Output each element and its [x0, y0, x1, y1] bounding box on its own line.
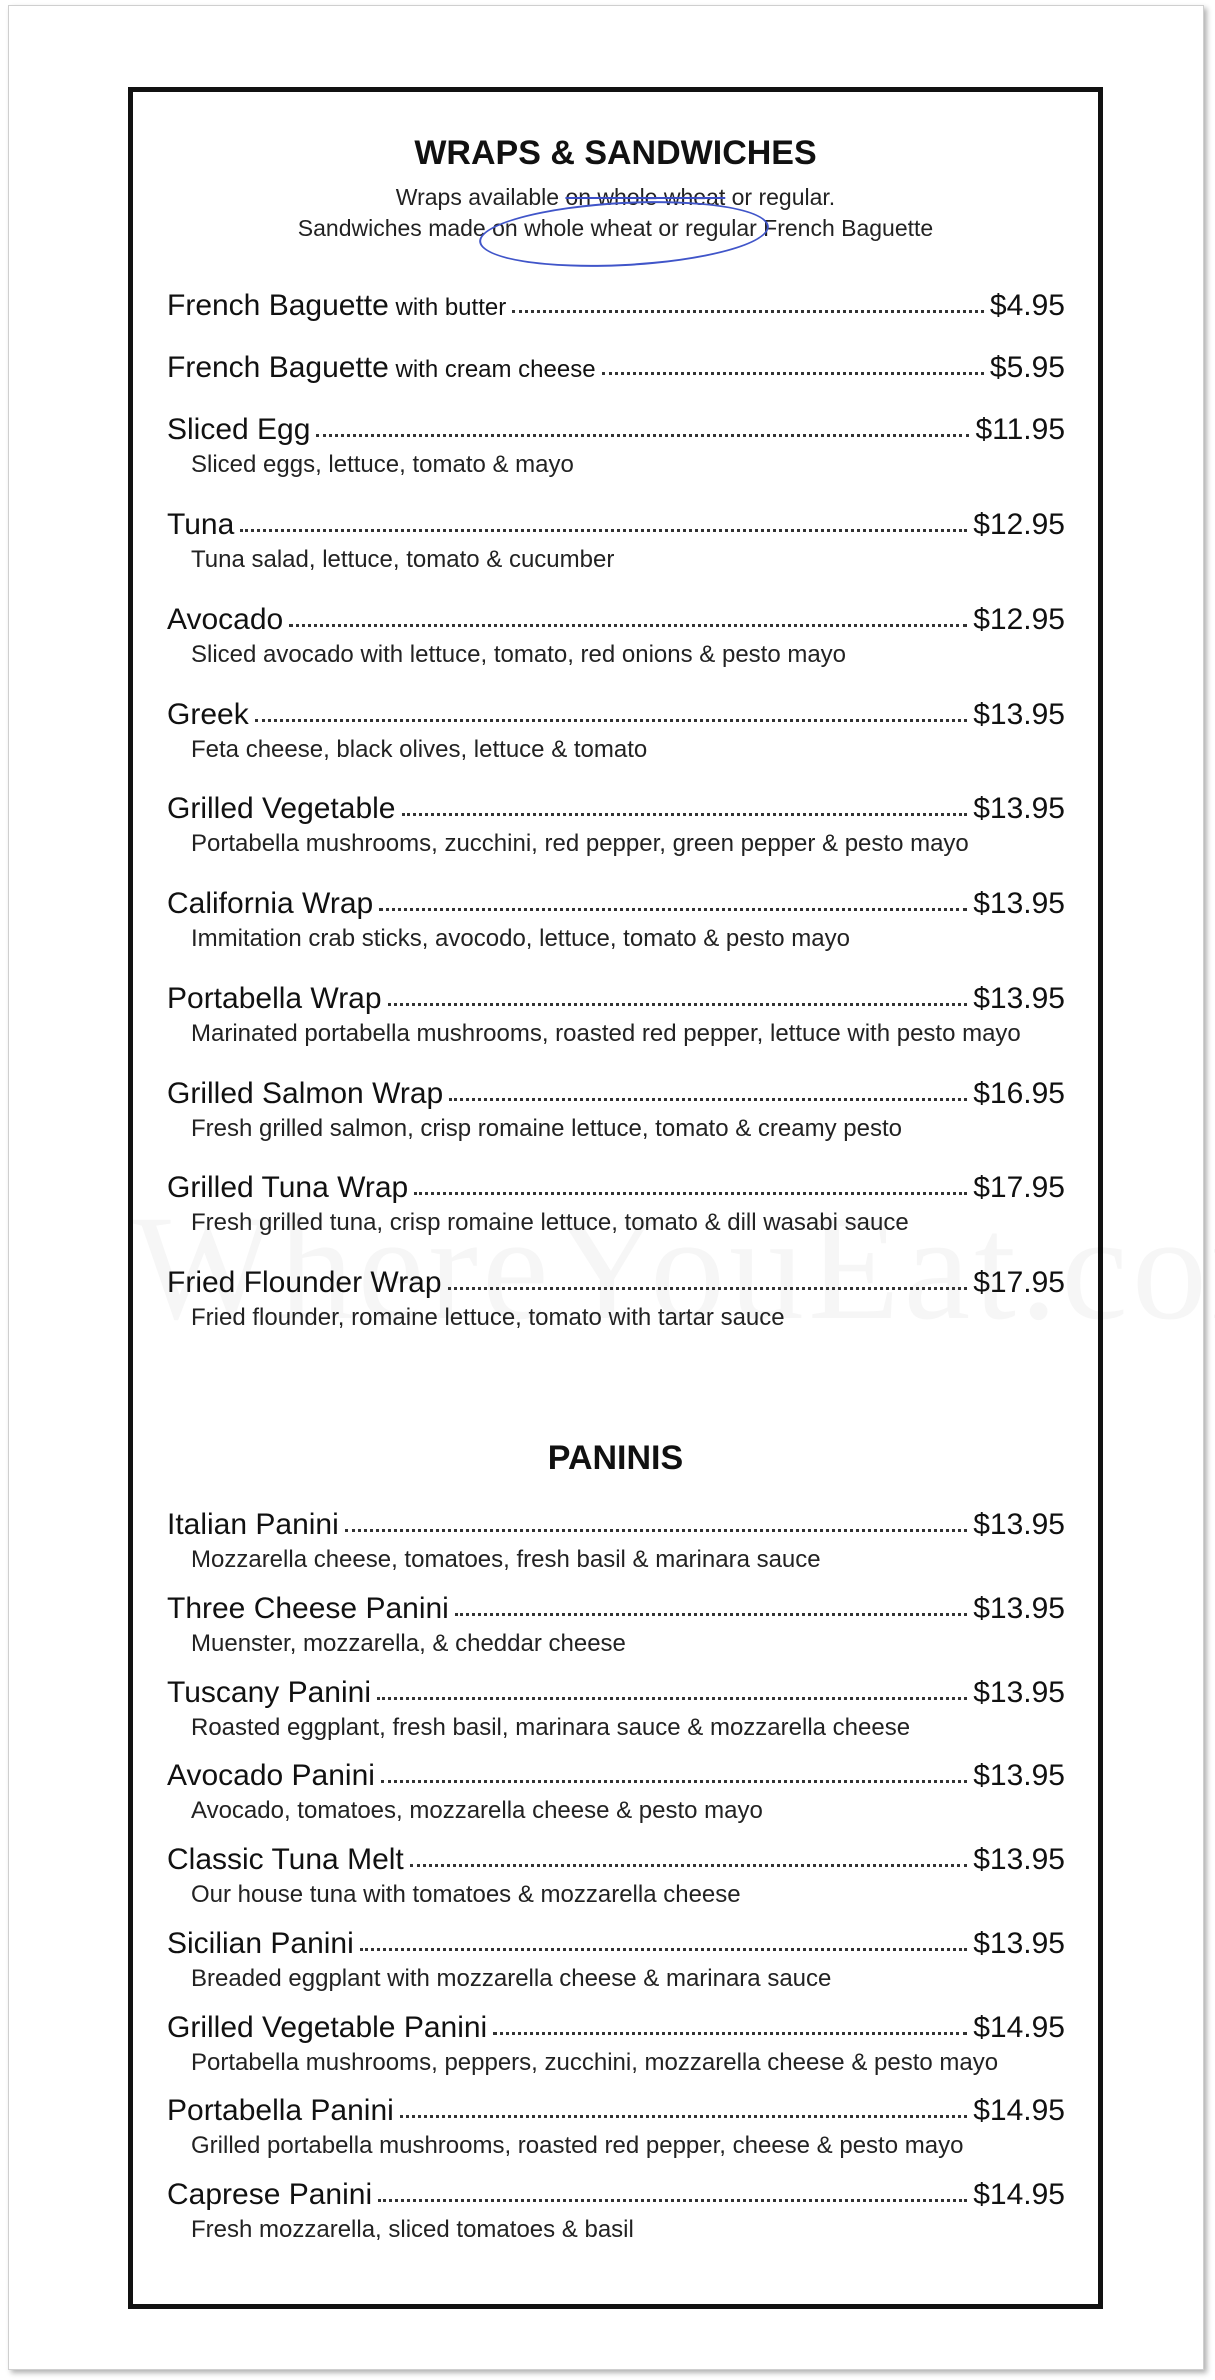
- menu-item: [167, 508, 1065, 574]
- item-name: Portabella Panini: [167, 2094, 394, 2127]
- menu-item: [167, 792, 1065, 858]
- item-description: Avocado, tomatoes, mozzarella cheese & pesto mayo: [191, 1797, 763, 1824]
- item-description: Fresh grilled salmon, crisp romaine lettuce, tomato & creamy pesto: [191, 1115, 902, 1142]
- item-description: Portabella mushrooms, zucchini, red pepper, green pepper & pesto mayo: [191, 830, 969, 857]
- item-name: French Baguette: [167, 351, 389, 384]
- item-name: Caprese Panini: [167, 2178, 373, 2211]
- menu-page: [8, 5, 1204, 2370]
- menu-item: [167, 1676, 1065, 1742]
- menu-frame: [128, 87, 1103, 2309]
- dot-leader: [400, 2111, 967, 2118]
- item-description: Sliced avocado with lettuce, tomato, red onions & pesto mayo: [191, 641, 847, 668]
- dot-leader: [316, 430, 969, 437]
- item-price: $17.95: [973, 1266, 1065, 1299]
- item-description: Fresh mozzarella, sliced tomatoes & basil: [191, 2216, 634, 2243]
- item-name: Portabella Wrap: [167, 982, 382, 1015]
- item-price: $12.95: [973, 603, 1065, 636]
- menu-item: [167, 2011, 1065, 2077]
- item-description: Fresh grilled tuna, crisp romaine lettuce, tomato & dill wasabi sauce: [191, 1209, 909, 1236]
- menu-item: [167, 2094, 1065, 2160]
- menu-item: [167, 1759, 1065, 1825]
- dot-leader: [240, 525, 967, 532]
- menu-item: [167, 1077, 1065, 1143]
- menu-item: [167, 603, 1065, 669]
- item-price: $14.95: [973, 2178, 1065, 2211]
- item-price: $13.95: [973, 698, 1065, 731]
- item-extra: with cream cheese: [388, 356, 596, 383]
- item-price: $4.95: [989, 289, 1065, 322]
- item-price: $11.95: [975, 413, 1065, 446]
- item-name: Grilled Tuna Wrap: [167, 1171, 409, 1204]
- item-price: $13.95: [973, 1759, 1065, 1792]
- menu-item: [167, 289, 1065, 323]
- menu-item: [167, 982, 1065, 1048]
- dot-leader: [602, 368, 984, 375]
- item-name: Greek: [167, 698, 249, 731]
- item-name: Grilled Salmon Wrap: [167, 1077, 444, 1110]
- item-description: Sliced eggs, lettuce, tomato & mayo: [191, 451, 574, 478]
- item-name: Classic Tuna Melt: [167, 1843, 404, 1876]
- item-name: Avocado: [167, 603, 284, 636]
- dot-leader: [345, 1525, 967, 1532]
- item-price: $13.95: [973, 792, 1065, 825]
- menu-item: [167, 2178, 1065, 2244]
- menu-item: [167, 1508, 1065, 1574]
- item-description: Fried flounder, romaine lettuce, tomato with tartar sauce: [191, 1304, 785, 1331]
- item-description: Tuna salad, lettuce, tomato & cucumber: [191, 546, 615, 573]
- dot-leader: [360, 1944, 967, 1951]
- menu-item: [167, 1843, 1065, 1909]
- dot-leader: [378, 2195, 967, 2202]
- item-name: Fried Flounder Wrap: [167, 1266, 442, 1299]
- menu-item: [167, 1927, 1065, 1993]
- item-name: Italian Panini: [167, 1508, 339, 1541]
- menu-item: [167, 413, 1065, 479]
- menu-item: [167, 351, 1065, 385]
- item-name: Tuna: [167, 508, 235, 541]
- item-description: Muenster, mozzarella, & cheddar cheese: [191, 1630, 626, 1657]
- wraps-title: WRAPS & SANDWICHES: [414, 134, 817, 172]
- item-name: Tuscany Panini: [167, 1676, 371, 1709]
- item-price: $14.95: [973, 2094, 1065, 2127]
- dot-leader: [289, 620, 967, 627]
- item-price: $13.95: [973, 1508, 1065, 1541]
- item-description: Roasted eggplant, fresh basil, marinara sauce & mozzarella cheese: [191, 1714, 911, 1741]
- paninis-title: PANINIS: [547, 1439, 684, 1477]
- dot-leader: [381, 1776, 967, 1783]
- item-name: Sicilian Panini: [167, 1927, 354, 1960]
- item-description: Marinated portabella mushrooms, roasted red pepper, lettuce with pesto mayo: [191, 1020, 1021, 1047]
- item-price: $13.95: [973, 982, 1065, 1015]
- item-price: $13.95: [973, 887, 1065, 920]
- item-name: Sliced Egg: [167, 413, 311, 446]
- dot-leader: [377, 1693, 967, 1700]
- item-name: French Baguette: [167, 289, 389, 322]
- dot-leader: [455, 1609, 967, 1616]
- dot-leader: [512, 306, 984, 313]
- item-description: Feta cheese, black olives, lettuce & tomato: [191, 736, 648, 763]
- dot-leader: [493, 2028, 967, 2035]
- item-description: Immitation crab sticks, avocodo, lettuce, tomato & pesto mayo: [191, 925, 850, 952]
- menu-item: [167, 887, 1065, 953]
- dot-leader: [402, 809, 968, 816]
- item-price: $13.95: [973, 1592, 1065, 1625]
- menu-item: [167, 698, 1065, 764]
- item-name: Grilled Vegetable: [167, 792, 396, 825]
- wraps-note-1: Wraps available on whole wheat or regular.: [395, 184, 836, 210]
- item-description: Portabella mushrooms, peppers, zucchini, mozzarella cheese & pesto mayo: [191, 2049, 999, 2076]
- item-price: $16.95: [973, 1077, 1065, 1110]
- wraps-note-2: Sandwiches made on whole wheat or regular French Baguette: [297, 215, 934, 241]
- item-price: $14.95: [973, 2011, 1065, 2044]
- dot-leader: [414, 1188, 967, 1195]
- menu-item: [167, 1171, 1065, 1237]
- item-description: Breaded eggplant with mozzarella cheese & marinara sauce: [191, 1965, 832, 1992]
- dot-leader: [410, 1860, 967, 1867]
- item-price: $12.95: [973, 508, 1065, 541]
- item-price: $17.95: [973, 1171, 1065, 1204]
- item-price: $13.95: [973, 1843, 1065, 1876]
- dot-leader: [448, 1283, 968, 1290]
- item-price: $13.95: [973, 1676, 1065, 1709]
- item-description: Grilled portabella mushrooms, roasted red pepper, cheese & pesto mayo: [191, 2132, 964, 2159]
- item-description: Mozzarella cheese, tomatoes, fresh basil & marinara sauce: [191, 1546, 821, 1573]
- menu-item: [167, 1266, 1065, 1332]
- item-name: Three Cheese Panini: [167, 1592, 449, 1625]
- item-name: California Wrap: [167, 887, 374, 920]
- menu-item: [167, 1592, 1065, 1658]
- dot-leader: [379, 904, 967, 911]
- item-description: Our house tuna with tomatoes & mozzarella cheese: [191, 1881, 741, 1908]
- item-price: $13.95: [973, 1927, 1065, 1960]
- dot-leader: [388, 999, 968, 1006]
- item-name: Grilled Vegetable Panini: [167, 2011, 488, 2044]
- item-extra: with butter: [388, 294, 507, 321]
- strikethrough-text: on whole wheat: [565, 184, 726, 210]
- item-name: Avocado Panini: [167, 1759, 375, 1792]
- dot-leader: [449, 1094, 967, 1101]
- item-price: $5.95: [989, 351, 1065, 384]
- dot-leader: [255, 715, 968, 722]
